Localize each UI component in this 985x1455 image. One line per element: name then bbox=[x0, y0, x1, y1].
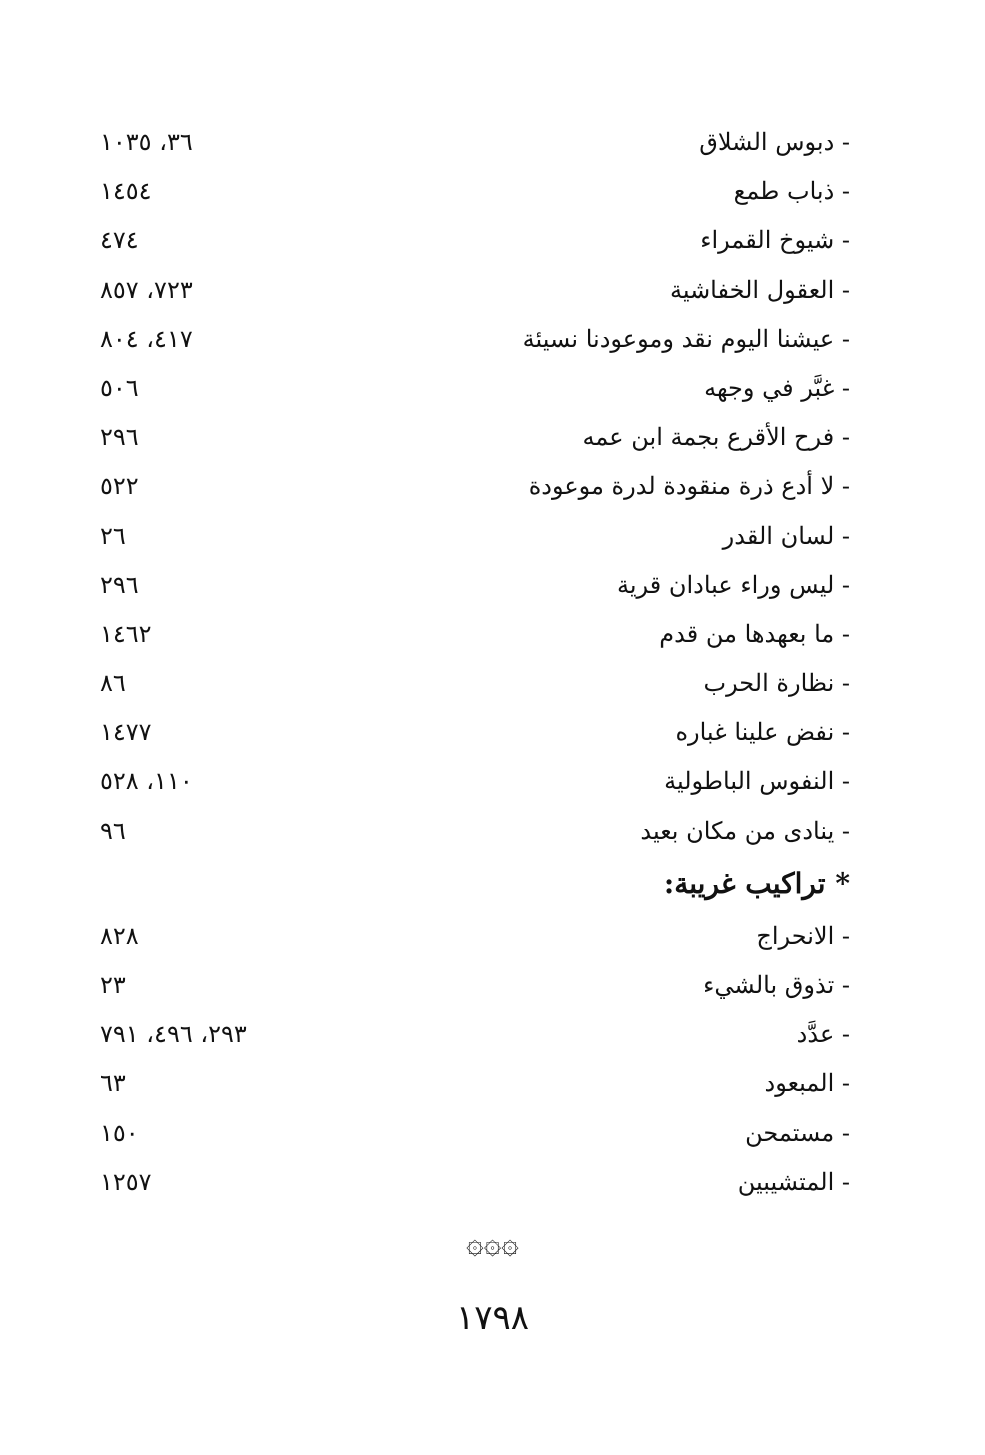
index-entry bbox=[100, 512, 850, 561]
index-term: - ما بعهدها من قدم bbox=[659, 619, 850, 648]
index-entry bbox=[100, 757, 850, 806]
index-entry bbox=[100, 364, 850, 413]
page-references: ٢٩٣، ٤٩٦، ٧٩١ bbox=[100, 1020, 247, 1049]
index-entry bbox=[100, 315, 850, 364]
page-references: ٥٠٦ bbox=[100, 373, 139, 402]
page-references: ١٤٦٢ bbox=[100, 619, 152, 648]
index-entry bbox=[100, 1059, 850, 1108]
index-term: - نفض علينا غباره bbox=[675, 718, 850, 747]
page-references: ١٥٠ bbox=[100, 1118, 139, 1147]
page-references: ١٤٥٤ bbox=[100, 177, 152, 206]
page-references: ٢٩٦ bbox=[100, 423, 139, 452]
index-entry bbox=[100, 462, 850, 511]
index-term: - ليس وراء عبادان قرية bbox=[616, 570, 850, 599]
index-term: - شيوخ القمراء bbox=[700, 226, 850, 255]
index-entry bbox=[100, 413, 850, 462]
index-entry bbox=[100, 610, 850, 659]
index-group-strange-constructions bbox=[100, 912, 850, 1207]
index-group-expressions bbox=[100, 118, 850, 856]
index-term: - الانحراج bbox=[756, 921, 850, 950]
index-entry bbox=[100, 1109, 850, 1158]
page-references: ٤٧٤ bbox=[100, 226, 139, 255]
index-term: - دبوس الشلاق bbox=[699, 128, 850, 156]
page-number: ١٧٩٨ bbox=[455, 1298, 530, 1338]
index-term: - نظارة الحرب bbox=[703, 669, 850, 698]
page-references: ٦٣ bbox=[100, 1069, 126, 1098]
index-entry bbox=[100, 167, 850, 216]
index-term: - ينادى من مكان بعيد bbox=[640, 816, 850, 845]
ornament-divider: ۞۞۞ bbox=[466, 1226, 519, 1261]
index-entry bbox=[100, 659, 850, 708]
index-term: - فرح الأقرع بجمة ابن عمه bbox=[582, 423, 850, 452]
index-term: - تذوق بالشيء bbox=[703, 971, 850, 999]
index-entry bbox=[100, 561, 850, 610]
index-term: - عدَّد bbox=[796, 1020, 850, 1049]
page-references: ١١٠، ٥٢٨ bbox=[100, 767, 193, 796]
index-entry bbox=[100, 266, 850, 315]
index-term: - المتشيبين bbox=[737, 1167, 850, 1196]
page-references: ٥٢٢ bbox=[100, 472, 139, 501]
index-entry bbox=[100, 1158, 850, 1207]
index-term: - لسان القدر bbox=[722, 521, 850, 550]
page-references: ٢٩٦ bbox=[100, 570, 139, 599]
page-references: ٨٢٨ bbox=[100, 921, 139, 950]
index-entry bbox=[100, 1010, 850, 1059]
index-entry bbox=[100, 118, 850, 167]
index-term: - النفوس الباطولية bbox=[664, 767, 850, 796]
index-entry bbox=[100, 912, 850, 961]
page-references: ٣٦، ١٠٣٥ bbox=[100, 128, 193, 156]
index-list bbox=[100, 118, 850, 1207]
page-references: ٢٦ bbox=[100, 521, 126, 550]
index-term: - لا أدع ذرة منقودة لدرة موعودة bbox=[528, 472, 850, 501]
page-references: ٢٣ bbox=[100, 971, 126, 999]
page-references: ٤١٧، ٨٠٤ bbox=[100, 324, 193, 353]
section-heading: * تراكيب غريبة: bbox=[663, 866, 850, 900]
page-references: ١٢٥٧ bbox=[100, 1167, 152, 1196]
index-term: - ذباب طمع bbox=[733, 177, 850, 206]
index-term: - مستمحن bbox=[745, 1118, 850, 1147]
index-entry bbox=[100, 961, 850, 1010]
index-entry bbox=[100, 807, 850, 856]
page-references: ٩٦ bbox=[100, 816, 126, 845]
index-term: - المبعود bbox=[764, 1069, 850, 1098]
index-entry bbox=[100, 216, 850, 265]
page-references: ٧٢٣، ٨٥٧ bbox=[100, 275, 193, 304]
index-term: - عيشنا اليوم نقد وموعودنا نسيئة bbox=[522, 324, 850, 353]
page-references: ١٤٧٧ bbox=[100, 718, 152, 747]
index-term: - العقول الخفاشية bbox=[669, 275, 850, 304]
index-term: - غبَّر في وجهه bbox=[704, 373, 850, 402]
page-references: ٨٦ bbox=[100, 669, 126, 698]
index-entry bbox=[100, 708, 850, 757]
